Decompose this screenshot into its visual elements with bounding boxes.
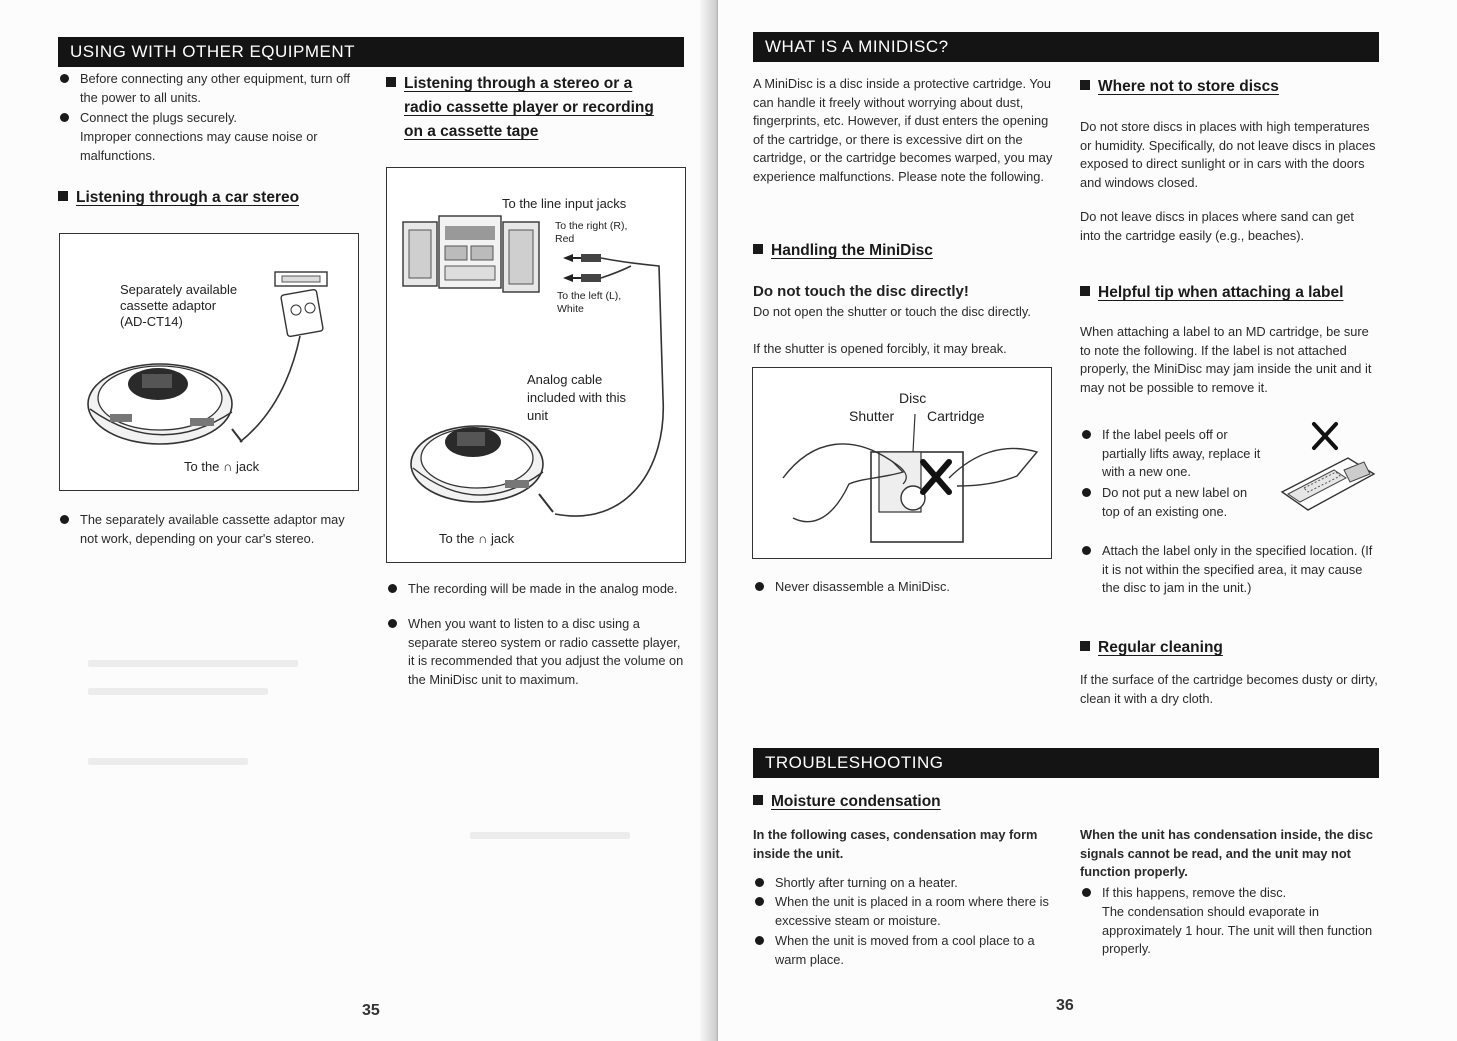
condensation-fix-note: The condensation should evaporate in approximately 1 hour. The unit will then function properly. <box>1102 904 1373 956</box>
heading-text: Where not to store discs <box>1098 78 1279 95</box>
heading-square-icon <box>58 191 68 201</box>
page-number-35: 35 <box>362 1002 380 1019</box>
stereo-bullet-volume: When you want to listen to a disc using a separate stereo system or radio cassette player, it is recommended that you adjust the volume on the MiniDisc unit to maximum. <box>386 615 686 689</box>
condensation-bullet-cool-to-warm: When the unit is moved from a cool place to a warm place. <box>753 932 1053 969</box>
heading-moisture-condensation <box>753 793 941 811</box>
heading-square-icon <box>753 795 763 805</box>
label-adaptor-line1: Separately available <box>120 282 238 297</box>
label-car-jack: To the ∩ jack <box>184 459 260 474</box>
stereo-bullet-analog: The recording will be made in the analog mode. <box>386 580 686 599</box>
left-page <box>0 0 718 1041</box>
car-stereo-drawing <box>60 234 358 490</box>
heading-text: Regular cleaning <box>1098 639 1223 656</box>
label-cartridge: Cartridge <box>927 408 985 424</box>
heading-regular-cleaning <box>1080 639 1223 657</box>
label-right-red-2: Red <box>555 233 575 245</box>
condensation-warning: When the unit has condensation inside, the disc signals cannot be read, and the unit may not function properly. <box>1080 827 1373 879</box>
subheading-do-not-touch: Do not touch the disc directly! <box>753 283 969 300</box>
section-banner-what-is-minidisc: WHAT IS A MINIDISC? <box>753 32 1379 62</box>
label-shutter: Shutter <box>849 408 895 424</box>
heading-line3: on a cassette tape <box>404 123 539 140</box>
stereo-connection-drawing <box>387 168 685 562</box>
cleaning-text: If the surface of the cartridge becomes dusty or dirty, clean it with a dry cloth. <box>1080 672 1378 706</box>
label-tip-text: When attaching a label to an MD cartridge, be sure to note the following. If the label is not attached properly, the MiniDisc may jam inside the unit and it may not be possible to remove it. <box>1080 324 1372 395</box>
condensation-bullet-heater: Shortly after turning on a heater. <box>753 874 1053 893</box>
heading-car-stereo <box>58 189 299 207</box>
heading-label-tip <box>1080 284 1343 302</box>
label-tip-bullet-no-stack: Do not put a new label on top of an existing one. <box>1080 484 1266 521</box>
show-through-line <box>470 832 630 839</box>
heading-square-icon <box>753 244 763 254</box>
label-right-red-1: To the right (R), <box>555 220 628 232</box>
store-text-1: Do not store discs in places with high temperatures or humidity. Specifically, do not leave discs in places exposed to direct sunlight or in cars with the doors and windows closed. <box>1080 119 1376 190</box>
label-cable-2: included with this <box>527 390 626 405</box>
heading-line1: Listening through a stereo or a <box>404 75 633 92</box>
right-page <box>718 0 1457 1041</box>
label-left-white-1: To the left (L), <box>557 290 622 302</box>
heading-text: Listening through a car stereo <box>76 189 300 206</box>
label-adaptor-line2: cassette adaptor <box>120 298 217 313</box>
label-tip-bullet-peel: If the label peels off or partially lifts away, replace it with a new one. <box>1080 426 1266 482</box>
section-banner-troubleshooting: TROUBLESHOOTING <box>753 748 1379 778</box>
heading-stereo-cassette <box>386 72 654 144</box>
handling-text-2: If the shutter is opened forcibly, it may break. <box>753 341 1007 356</box>
stereo-connection-illustration <box>386 167 686 563</box>
label-cartridge-drawing <box>1274 418 1380 518</box>
store-text-2: Do not leave discs in places where sand can get into the cartridge easily (e.g., beaches). <box>1080 209 1354 243</box>
label-cable-1: Analog cable <box>527 372 603 387</box>
heading-square-icon <box>1080 286 1090 296</box>
heading-square-icon <box>1080 641 1090 651</box>
condensation-fix: If this happens, remove the disc. <box>1080 884 1378 903</box>
heading-line2: radio cassette player or recording <box>404 99 654 116</box>
heading-handling-minidisc <box>753 242 933 260</box>
heading-text: Helpful tip when attaching a label <box>1098 284 1344 301</box>
show-through-line <box>88 688 268 695</box>
intro-note: Improper connections may cause noise or malfunctions. <box>80 129 318 163</box>
car-stereo-illustration <box>59 233 359 491</box>
label-cable-3: unit <box>527 408 548 423</box>
page-number-36: 36 <box>1056 997 1074 1014</box>
handling-bullet-disassemble: Never disassemble a MiniDisc. <box>753 578 1053 597</box>
label-left-white-2: White <box>557 303 584 315</box>
heading-text: Moisture condensation <box>771 793 941 810</box>
label-line-input: To the line input jacks <box>502 196 627 211</box>
car-stereo-note: The separately available cassette adaptor may not work, depending on your car's stereo. <box>58 511 360 548</box>
condensation-bullet-steam: When the unit is placed in a room where there is excessive steam or moisture. <box>753 893 1053 930</box>
condensation-intro: In the following cases, condensation may form inside the unit. <box>753 827 1038 861</box>
show-through-line <box>88 758 248 765</box>
show-through-line <box>88 660 298 667</box>
heading-square-icon <box>386 77 396 87</box>
heading-text: Handling the MiniDisc <box>771 242 933 259</box>
minidisc-intro: A MiniDisc is a disc inside a protective cartridge. You can handle it freely without worrying about dust, fingerprints, etc. However, if dust enters the opening of the cartridge, or there is excessive dirt on the cartridge, or the cartridge becomes warped, you may experience malfunctions. Please note the following. <box>753 76 1053 184</box>
label-tip-bullet-location: Attach the label only in the specified location. (If it is not within the specified area, it may cause the disc to jam in the unit.) <box>1080 542 1378 598</box>
intro-bullet-power: Before connecting any other equipment, turn off the power to all units. <box>58 70 363 107</box>
heading-where-not-to-store <box>1080 78 1279 96</box>
heading-square-icon <box>1080 80 1090 90</box>
handling-text-1: Do not open the shutter or touch the disc directly. <box>753 304 1031 319</box>
label-adaptor-line3: (AD-CT14) <box>120 314 183 329</box>
label-disc: Disc <box>899 390 927 406</box>
intro-bullet-plugs: Connect the plugs securely. <box>58 109 363 128</box>
section-banner-using-with-other-equipment: USING WITH OTHER EQUIPMENT <box>58 37 684 67</box>
disc-handling-illustration <box>752 367 1052 559</box>
label-stereo-jack: To the ∩ jack <box>439 531 515 546</box>
